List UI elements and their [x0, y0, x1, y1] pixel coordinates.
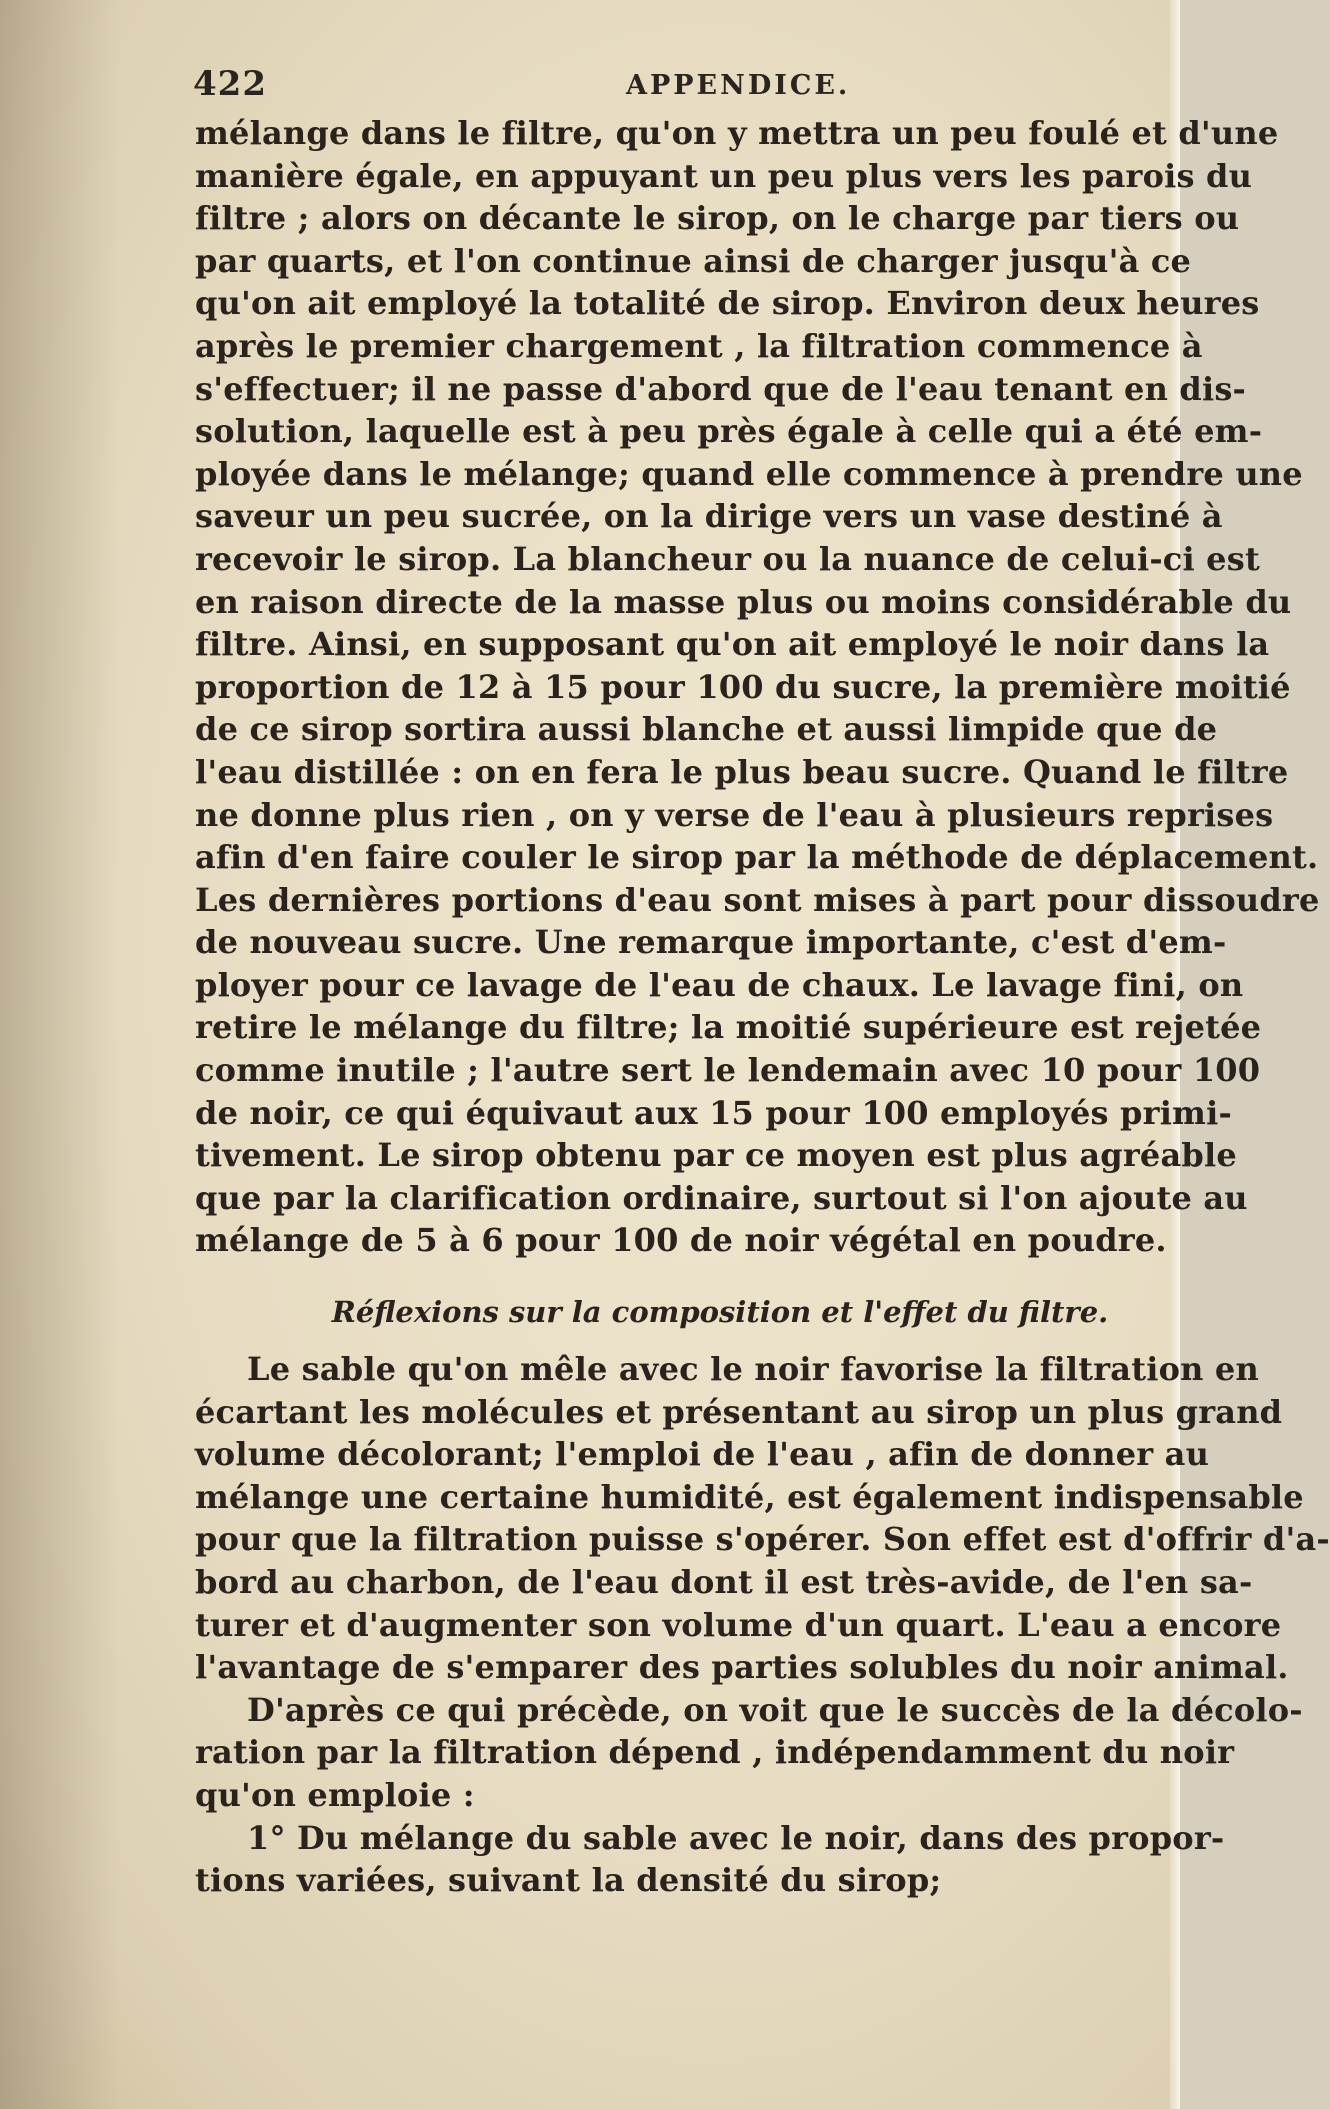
- text-line: tions variées, suivant la densité du sirop;: [195, 1861, 942, 1900]
- text-line: mélange une certaine humidité, est également indispensable: [195, 1477, 1304, 1516]
- body-text: [195, 112, 1330, 1902]
- text-line: turer et d'augmenter son volume d'un quart. L'eau a encore: [195, 1605, 1282, 1644]
- text-line: saveur un peu sucrée, on la dirige vers un vase destiné à: [195, 497, 1223, 536]
- text-line: ne donne plus rien , on y verse de l'eau à plusieurs reprises: [195, 795, 1274, 834]
- section-gap: [195, 1338, 1185, 1348]
- text-line: mélange dans le filtre, qu'on y mettra un peu foulé et d'une: [195, 114, 1279, 152]
- text-line: l'avantage de s'emparer des parties solubles du noir animal.: [195, 1648, 1289, 1687]
- text-line: ployée dans le mélange; quand elle commence à prendre une: [195, 454, 1303, 493]
- section-gap: [195, 1262, 1185, 1286]
- text-line: par quarts, et l'on continue ainsi de charger jusqu'à ce: [195, 241, 1192, 280]
- text-line: qu'on emploie :: [195, 1775, 475, 1814]
- text-line: proportion de 12 à 15 pour 100 du sucre, la première moitié: [195, 667, 1291, 706]
- text-line: ration par la filtration dépend , indépendamment du noir: [195, 1733, 1235, 1772]
- text-line: Les dernières portions d'eau sont mises à part pour dissoudre: [195, 880, 1320, 919]
- text-line: tivement. Le sirop obtenu par ce moyen est plus agréable: [195, 1136, 1237, 1175]
- text-line: l'eau distillée : on en fera le plus beau sucre. Quand le filtre: [195, 752, 1289, 791]
- text-line: volume décolorant; l'emploi de l'eau , afin de donner au: [195, 1435, 1210, 1474]
- text-line: de ce sirop sortira aussi blanche et aussi limpide que de: [195, 710, 1218, 749]
- text-line: pour que la filtration puisse s'opérer. Son effet est d'offrir d'a-: [195, 1520, 1330, 1559]
- text-line: bord au charbon, de l'eau dont il est très-avide, de l'en sa-: [195, 1563, 1253, 1601]
- paragraph-2: [195, 1348, 1330, 1689]
- section-title: Réflexions sur la composition et l'effet du filtre.: [331, 1295, 1109, 1330]
- text-line: recevoir le sirop. La blancheur ou la nuance de celui-ci est: [195, 539, 1260, 578]
- text-line: ployer pour ce lavage de l'eau de chaux. Le lavage fini, on: [195, 965, 1244, 1004]
- text-line: afin d'en faire couler le sirop par la méthode de déplacement.: [195, 838, 1319, 877]
- text-line: écartant les molécules et présentant au sirop un plus grand: [195, 1392, 1283, 1431]
- text-line: après le premier chargement , la filtration commence à: [195, 326, 1203, 365]
- running-head: APPENDICE.: [626, 70, 851, 101]
- text-line: filtre ; alors on décante le sirop, on le charge par tiers ou: [195, 199, 1240, 238]
- text-line: s'effectuer; il ne passe d'abord que de l'eau tenant en dis-: [195, 369, 1247, 408]
- text-line: manière égale, en appuyant un peu plus vers les parois du: [195, 156, 1253, 195]
- text-line: que par la clarification ordinaire, surtout si l'on ajoute au: [195, 1178, 1248, 1217]
- text-line: D'après ce qui précède, on voit que le succès de la décolo-: [247, 1690, 1303, 1729]
- paragraph-4: [195, 1817, 1225, 1902]
- paragraph-3: [195, 1689, 1303, 1817]
- page-header: [193, 64, 1173, 112]
- page-number: 422: [193, 64, 267, 104]
- paragraph-1: [195, 112, 1320, 1262]
- text-line: 1° Du mélange du sable avec le noir, dans des propor-: [247, 1818, 1225, 1857]
- text-line: de nouveau sucre. Une remarque importante, c'est d'em-: [195, 923, 1227, 962]
- text-line: en raison directe de la masse plus ou moins considérable du: [195, 582, 1292, 621]
- text-line: solution, laquelle est à peu près égale à celle qui a été em-: [195, 412, 1263, 451]
- text-line: filtre. Ainsi, en supposant qu'on ait employé le noir dans la: [195, 625, 1270, 664]
- text-line: Le sable qu'on mêle avec le noir favorise la filtration en: [247, 1350, 1259, 1389]
- gutter-shadow: [0, 0, 120, 2109]
- text-line: comme inutile ; l'autre sert le lendemain avec 10 pour 100: [195, 1051, 1261, 1090]
- text-line: de noir, ce qui équivaut aux 15 pour 100 employés primi-: [195, 1093, 1232, 1132]
- text-line: retire le mélange du filtre; la moitié supérieure est rejetée: [195, 1008, 1262, 1047]
- text-line: qu'on ait employé la totalité de sirop. Environ deux heures: [195, 284, 1260, 323]
- text-line: mélange de 5 à 6 pour 100 de noir végétal en poudre.: [195, 1221, 1167, 1260]
